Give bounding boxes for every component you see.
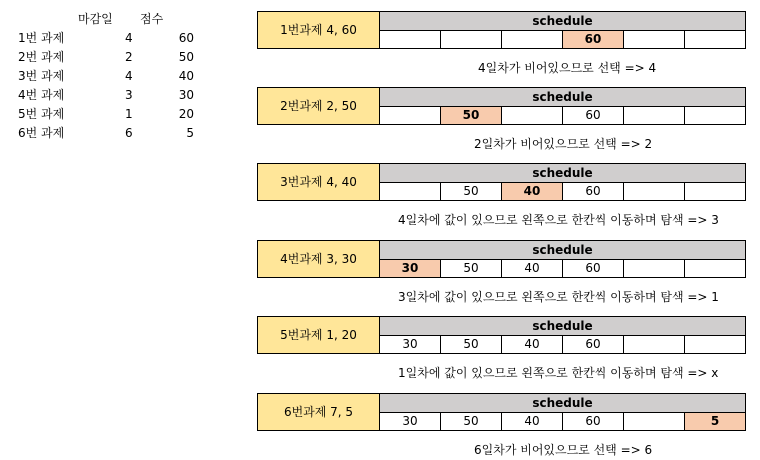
task-deadline: 3 <box>125 88 133 102</box>
schedule-slot-day-5 <box>623 259 685 278</box>
task-score: 60 <box>178 31 194 45</box>
schedule-slot-day-3 <box>501 30 563 49</box>
task-score: 30 <box>178 88 194 102</box>
schedule-header: schedule <box>379 240 746 259</box>
schedule-step-4 <box>257 240 746 304</box>
schedule-step-2 <box>257 87 746 151</box>
schedule-slot-day-3: 40 <box>501 182 563 201</box>
schedule-slot-day-6 <box>684 259 746 278</box>
schedule-slot-day-1 <box>379 182 441 201</box>
step-note: 2일차가 비어있으므로 선택 => 2 <box>474 137 653 151</box>
schedule-slots <box>379 30 746 48</box>
schedule-slot-day-4: 60 <box>562 412 624 431</box>
step-label: 5번과제 1, 20 <box>257 316 380 354</box>
schedule-slot-day-6 <box>684 30 746 49</box>
task-name: 3번 과제 <box>18 69 65 83</box>
schedule-slot-day-2: 50 <box>440 182 502 201</box>
step-label: 1번과제 4, 60 <box>257 11 380 49</box>
schedule-slot-day-3: 40 <box>501 259 563 278</box>
schedule-slot-day-2: 50 <box>440 106 502 125</box>
step-label: 3번과제 4, 40 <box>257 163 380 201</box>
task-name: 1번 과제 <box>18 31 65 45</box>
task-score: 40 <box>178 69 194 83</box>
schedule-slot-day-6 <box>684 335 746 354</box>
step-note: 6일차가 비어있으므로 선택 => 6 <box>474 443 653 457</box>
schedule-slot-day-3: 40 <box>501 412 563 431</box>
task-name: 5번 과제 <box>18 107 65 121</box>
task-score: 5 <box>186 126 194 140</box>
schedule-slot-day-6 <box>684 106 746 125</box>
step-label: 4번과제 3, 30 <box>257 240 380 278</box>
task-deadline: 2 <box>125 50 133 64</box>
schedule-slot-day-2 <box>440 30 502 49</box>
schedule-slots <box>379 106 746 124</box>
schedule-slot-day-4: 60 <box>562 106 624 125</box>
schedule-slot-day-1: 30 <box>379 335 441 354</box>
schedule-slot-day-1 <box>379 30 441 49</box>
task-deadline: 6 <box>125 126 133 140</box>
schedule-slot-day-5 <box>623 30 685 49</box>
schedule-step-6 <box>257 393 746 457</box>
schedule-slot-day-4: 60 <box>562 30 624 49</box>
schedule-slot-day-5 <box>623 182 685 201</box>
schedule-step-1 <box>257 11 746 75</box>
step-note: 3일차에 값이 있으므로 왼쪽으로 한칸씩 이동하며 탐색 => 1 <box>398 290 719 304</box>
schedule-header: schedule <box>379 87 746 106</box>
schedule-slot-day-1: 30 <box>379 412 441 431</box>
schedule-step-3 <box>257 163 746 227</box>
schedule-header: schedule <box>379 163 746 182</box>
task-name: 4번 과제 <box>18 88 65 102</box>
schedule-step-5 <box>257 316 746 380</box>
schedule-slot-day-4: 60 <box>562 335 624 354</box>
schedule-slot-day-1 <box>379 106 441 125</box>
schedule-slots <box>379 182 746 200</box>
task-deadline: 4 <box>125 69 133 83</box>
schedule-slot-day-2: 50 <box>440 412 502 431</box>
schedule-slot-day-3: 40 <box>501 335 563 354</box>
schedule-slot-day-2: 50 <box>440 335 502 354</box>
schedule-header: schedule <box>379 316 746 335</box>
schedule-header: schedule <box>379 393 746 412</box>
schedule-slot-day-6: 5 <box>684 412 746 431</box>
header-deadline: 마감일 <box>78 12 113 26</box>
schedule-slot-day-6 <box>684 182 746 201</box>
schedule-slot-day-5 <box>623 335 685 354</box>
header-score: 점수 <box>140 12 164 26</box>
step-note: 4일차가 비어있으므로 선택 => 4 <box>478 61 657 75</box>
step-note: 4일차에 값이 있으므로 왼쪽으로 한칸씩 이동하며 탐색 => 3 <box>398 213 719 227</box>
schedule-header: schedule <box>379 11 746 30</box>
schedule-slot-day-2: 50 <box>440 259 502 278</box>
task-deadline: 4 <box>125 31 133 45</box>
schedule-slot-day-4: 60 <box>562 182 624 201</box>
step-label: 2번과제 2, 50 <box>257 87 380 125</box>
schedule-slots <box>379 259 746 277</box>
task-deadline: 1 <box>125 107 133 121</box>
step-note: 1일차에 값이 있으므로 왼쪽으로 한칸씩 이동하며 탐색 => x <box>398 366 719 380</box>
schedule-slot-day-1: 30 <box>379 259 441 278</box>
task-score: 20 <box>178 107 194 121</box>
task-name: 2번 과제 <box>18 50 65 64</box>
task-name: 6번 과제 <box>18 126 65 140</box>
schedule-slots <box>379 412 746 430</box>
schedule-slot-day-5 <box>623 412 685 431</box>
schedule-slot-day-4: 60 <box>562 259 624 278</box>
schedule-slots <box>379 335 746 353</box>
schedule-slot-day-3 <box>501 106 563 125</box>
step-label: 6번과제 7, 5 <box>257 393 380 431</box>
schedule-slot-day-5 <box>623 106 685 125</box>
task-score: 50 <box>178 50 194 64</box>
